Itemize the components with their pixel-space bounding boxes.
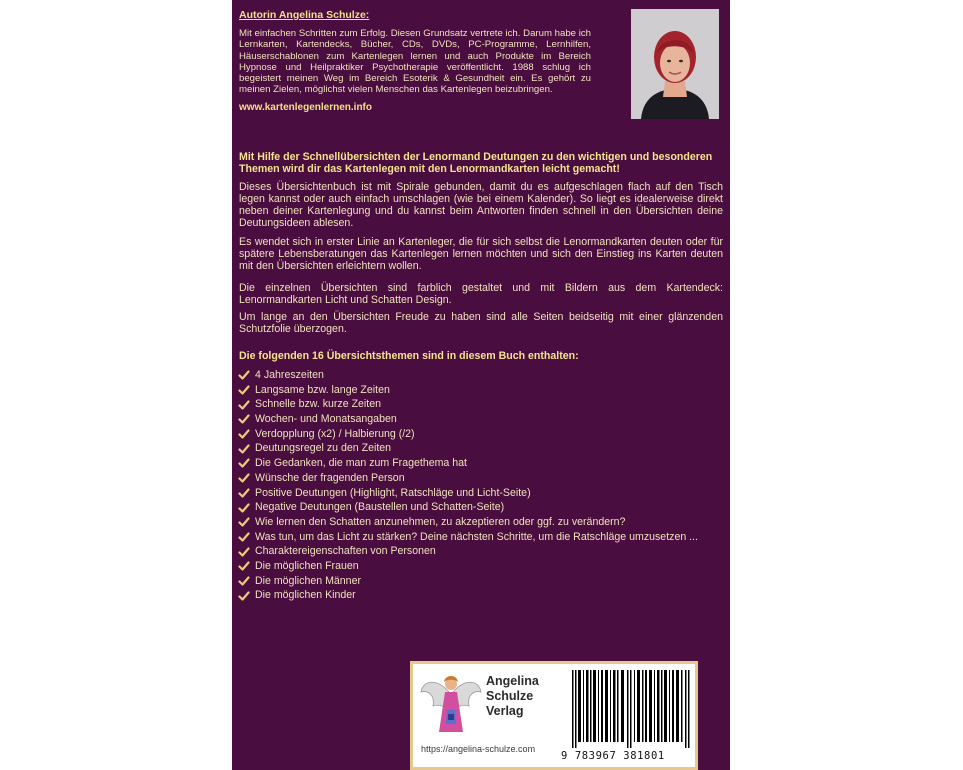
list-item	[238, 412, 698, 427]
list-item	[238, 515, 698, 530]
list-item-label: Die möglichen Frauen	[255, 559, 359, 572]
isbn-number: 9 783967 381801	[561, 750, 665, 762]
check-icon	[238, 399, 250, 411]
list-item	[238, 397, 698, 412]
publisher-url: https://angelina-schulze.com	[421, 744, 536, 754]
check-icon	[238, 384, 250, 396]
list-item-label: Die möglichen Männer	[255, 574, 361, 587]
list-item-label: Was tun, um das Licht zu stärken? Deine nächsten Schritte, um die Ratschläge umzusetzen ...	[255, 530, 698, 543]
list-item	[238, 383, 698, 398]
check-icon	[238, 472, 250, 484]
check-icon	[238, 560, 250, 572]
list-item	[238, 588, 698, 603]
list-item-label: Wünsche der fragenden Person	[255, 471, 405, 484]
check-icon	[238, 546, 250, 558]
topics-list	[238, 368, 698, 603]
intro-paragraph: Um lange an den Übersichten Freude zu haben sind alle Seiten beidseitig mit einer glänzenden Schutzfolie überzogen.	[239, 311, 723, 335]
angel-logo	[419, 670, 483, 740]
list-item-label: Deutungsregel zu den Zeiten	[255, 442, 392, 455]
check-icon	[238, 369, 250, 381]
check-icon	[238, 590, 250, 602]
list-item	[238, 441, 698, 456]
isbn-barcode	[571, 670, 691, 748]
publisher-box	[410, 661, 698, 770]
check-icon	[238, 457, 250, 469]
list-item-label: Wie lernen den Schatten anzunehmen, zu akzeptieren oder ggf. zu verändern?	[255, 515, 626, 528]
list-item	[238, 471, 698, 486]
intro-paragraph: Die einzelnen Übersichten sind farblich gestaltet und mit Bildern aus dem Kartendeck: Lenormandkarten Licht und Schatten Design.	[239, 282, 723, 306]
author-photo	[631, 9, 719, 119]
publisher-name-line: Angelina	[486, 674, 539, 688]
list-item-label: Die möglichen Kinder	[255, 589, 356, 602]
author-heading: Autorin Angelina Schulze:	[239, 9, 370, 21]
publisher-name-line: Verlag	[486, 704, 524, 718]
check-icon	[238, 575, 250, 587]
list-item	[238, 486, 698, 501]
check-icon	[238, 487, 250, 499]
publisher-name-line: Schulze	[486, 689, 534, 703]
list-item-label: Negative Deutungen (Baustellen und Schatten-Seite)	[255, 501, 505, 514]
list-item-label: Verdopplung (x2) / Halbierung (/2)	[255, 427, 415, 440]
author-bio: Mit einfachen Schritten zum Erfolg. Diesen Grundsatz vertrete ich. Darum habe ich Lernkarten, Kartendecks, Bücher, CDs, DVDs, PC-Programme, Lernhilfen, Häuserschablonen zum Kartenlegen lernen und auch Produkte im Bereich Hypnose und Heilpraktiker Psychotherapie veröffentlicht. 1988 schlug ich begeistert meinen Weg im Bereich Esoterik & Gesundheit ein. Es gehört zu meinen Zielen, möglichst vielen Menschen das Kartenlegen beizubringen.	[239, 28, 591, 96]
check-icon	[238, 428, 250, 440]
intro-paragraph: Es wendet sich in erster Linie an Kartenleger, die für sich selbst die Lenormandkarten deuten oder für spätere Lebensberatungen das Kartenlegen lernen möchten und sich den Einstieg ins Karten deuten mit den Übersichten erleichtern wollen.	[239, 236, 723, 272]
publisher-name	[486, 674, 566, 719]
intro-headline: Mit Hilfe der Schnellübersichten der Lenormand Deutungen zu den wichtigen und besonderen Themen wird dir das Kartenlegen mit den Lenormandkarten leicht gemacht!	[239, 151, 713, 176]
book-back-cover	[232, 0, 730, 770]
list-item	[238, 456, 698, 471]
list-item	[238, 544, 698, 559]
check-icon	[238, 502, 250, 514]
list-item	[238, 530, 698, 545]
check-icon	[238, 516, 250, 528]
list-item	[238, 368, 698, 383]
list-item-label: Wochen- und Monatsangaben	[255, 413, 397, 426]
author-website: www.kartenlegenlernen.info	[239, 102, 372, 113]
list-item-label: Langsame bzw. lange Zeiten	[255, 383, 390, 396]
list-item-label: Schnelle bzw. kurze Zeiten	[255, 398, 382, 411]
list-item-label: Charaktereigenschaften von Personen	[255, 545, 436, 558]
list-item	[238, 427, 698, 442]
list-item-label: 4 Jahreszeiten	[255, 369, 324, 381]
check-icon	[238, 531, 250, 543]
topics-heading: Die folgenden 16 Übersichtsthemen sind in diesem Buch enthalten:	[239, 350, 579, 362]
list-item	[238, 574, 698, 589]
list-item-label: Positive Deutungen (Highlight, Ratschläge und Licht-Seite)	[255, 486, 531, 499]
intro-paragraph: Dieses Übersichtenbuch ist mit Spirale gebunden, damit du es aufgeschlagen flach auf den Tisch legen kannst oder auch einfach umschlagen (wie bei einem Kalender). So liegt es idealerweise direkt neben deiner Kartenlegung und du kannst beim Antworten finden schnell in den Übersichten deine Deutungsideen ablesen.	[239, 181, 723, 229]
check-icon	[238, 443, 250, 455]
list-item	[238, 559, 698, 574]
list-item	[238, 500, 698, 515]
list-item-label: Die Gedanken, die man zum Fragethema hat	[255, 457, 467, 470]
check-icon	[238, 413, 250, 425]
